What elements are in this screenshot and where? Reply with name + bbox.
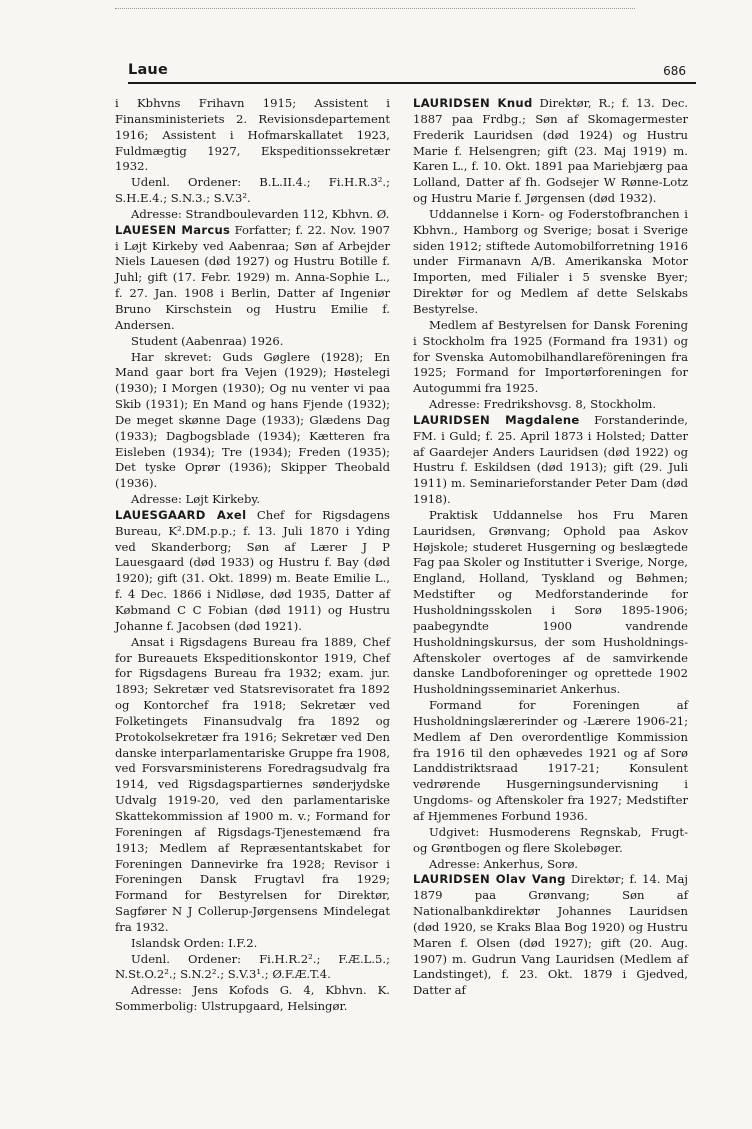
- header-rule: [128, 82, 696, 84]
- top-dotted-rule: [115, 8, 635, 9]
- entry-text: Forfatter; f. 22. Nov. 1907 i Løjt Kirkeby ved Aabenraa; Søn af Arbejder Niels Lauesen (død 1927) og Hustru Botille f. Juhl; gift (17. Febr. 1929) m. Anna-Sophie L., f. 27. Jan. 1908 i Berlin, Datter af Ingeniør Bruno Kirschstein og Hustru Emilie f. Andersen.: [115, 222, 390, 332]
- entry-name: LAURIDSEN Magdalene: [413, 412, 580, 427]
- paragraph: Adresse: Løjt Kirkeby.: [131, 492, 261, 507]
- paragraph: Ansat i Rigsdagens Bureau fra 1889, Chef for Bureauets Ekspeditionskontor 1919, Chef for Rigsdagens Bureau fra 1932; exam. jur. 1893; Sekretær ved Statsrevisoratet fra 1892 og Kontorchef fra 1918; Sekretær ved Folketingets Finansudvalg fra 1892 og Protokolsekretær fra 1916; Sekretær ved Den danske interparlamentariske Gruppe fra 1908, ved Forsvarsministerens Foredragsudvalg fra 1914, ved Rigsdagspartiernes sønderjydske Udvalg 1919-20, ved den parlamentariske Skattekommission af 1900 m. v.; Formand for Foreningen af Rigsdags-Tjenestemænd fra 1913; Medlem af Repræsentantskabet for Foreningen Dannevirke fra 1928; Revisor i Foreningen Dansk Frugtavl fra 1929; Formand for Bestyrelsen for Direktør, Sagfører N J Collerup-Jørgensens Mindelegat fra 1932.: [115, 634, 391, 934]
- paragraph: Adresse: Fredrikshovsg. 8, Stockholm.: [429, 397, 657, 412]
- paragraph: Formand for Foreningen af Husholdningslærerinder og -Lærere 1906-21; Medlem af Den overordentlige Kommission fra 1916 til den ophævedes 1921 og af Sorø Landdistriktsraad 1917-21; Konsulent vedrørende Husgerningsundervisning i Ungdoms- og Aftenskoler fra 1927; Medstifter af Hjemmenes Forbund 1936.: [413, 698, 688, 823]
- paragraph: Student (Aabenraa) 1926.: [131, 333, 284, 348]
- paragraph: Adresse: Strandboulevarden 112, Kbhvn. Ø.: [131, 206, 390, 221]
- paragraph: Islandsk Orden: I.F.2.: [131, 935, 258, 950]
- page-number: 686: [663, 64, 686, 78]
- entry-name: LAURIDSEN Olav Vang: [413, 872, 566, 887]
- entry-text: Chef for Rigsdagens Bureau, K².DM.p.p.; f. 13. Juli 1870 i Yding ved Skanderborg; Søn af Lærer J P Lauesgaard (død 1933) og Hustru f. Bay (død 1920); gift (31. Okt. 1899) m. Beate Emilie L., f. 4 Dec. 1866 i Nidløse, død 1935, Datter af Købmand C C Fobian (død 1911) og Hustru Johanne f. Jacobsen (død 1921).: [115, 507, 391, 633]
- page-header: [128, 58, 696, 84]
- entry-name: LAURIDSEN Knud: [413, 96, 533, 110]
- entry-name: LAUESGAARD Axel: [115, 507, 247, 522]
- biography-entry: [413, 96, 688, 207]
- paragraph: Udenl. Ordener: Fi.H.R.2².; F.Æ.L.5.; N.St.O.2².; S.N.2².; S.V.3¹.; Ø.F.Æ.T.4.: [115, 951, 390, 982]
- paragraph: i Kbhvns Frihavn 1915; Assistent i Finansministeriets 2. Revisionsdepartement 1916; Assistent i Hofmarskallatet 1923, Fuldmægtig 1927, Ekspeditionssekretær 1932.: [115, 96, 390, 174]
- biography-entry: [115, 508, 390, 635]
- paragraph: Adresse: Jens Kofods G. 4, Kbhvn. K. Sommerbolig: Ulstrupgaard, Helsingør.: [115, 983, 390, 1014]
- paragraph: Praktisk Uddannelse hos Fru Maren Lauridsen, Grønvang; Ophold paa Askov Højskole; studeret Husgerning og beslægtede Fag paa Skoler og Institutter i Sverige, Norge, England, Holland, Tyskland og Bøhmen; Medstifter og Medforstanderinde for Husholdningsskolen i Sorø 1895-1906; paabegyndte 1900 vandrende Husholdningskursus, der som Husholdnings-Aftenskoler overtoges af de samvirkende danske Landboforeninger og oprettede 1902 Husholdningsseminariet Ankerhus.: [413, 507, 688, 697]
- entry-name: LAUESEN Marcus: [115, 222, 231, 237]
- biography-entry: [413, 413, 688, 508]
- running-head-word: Laue: [128, 62, 168, 78]
- paragraph: Udenl. Ordener: B.L.II.4.; Fi.H.R.3².; S.H.E.4.; S.N.3.; S.V.3².: [115, 175, 390, 206]
- paragraph: Adresse: Ankerhus, Sorø.: [429, 856, 578, 871]
- paragraph: Medlem af Bestyrelsen for Dansk Forening i Stockholm fra 1925 (Formand fra 1931) og for Svenska Automobilhandlareföreningen fra 1925; Formand for Importørforeningen for Autogummi fra 1925.: [413, 317, 688, 396]
- paragraph: Udgivet: Husmoderens Regnskab, Frugt- og Grøntbogen og flere Skolebøger.: [413, 824, 688, 855]
- entry-text: Direktør, R.; f. 13. Dec. 1887 paa Frdbg.; Søn af Skomagermester Frederik Lauridsen (død 1924) og Hustru Marie f. Helsengren; gift (23. Maj 1919) m. Karen L., f. 10. Okt. 1891 paa Mariebjærg paa Lolland, Datter af fh. Godsejer W Rønne-Lotz og Hustru Marie f. Jørgensen (død 1932).: [413, 96, 688, 206]
- biography-entry: [413, 872, 688, 999]
- paragraph: Uddannelse i Korn- og Foderstofbranchen i Kbhvn., Hamborg og Sverige; bosat i Sverige siden 1912; stiftede Automobilforretning 1916 under Firmanavn A/B. Amerikanska Motor Importen, med Filialer i 5 svenske Byer; Direktør for og Medlem af dette Selskabs Bestyrelse.: [413, 206, 688, 316]
- entry-text: Direktør; f. 14. Maj 1879 paa Grønvang; Søn af Nationalbankdirektør Johannes Lauridsen (død 1920, se Kraks Blaa Bog 1920) og Hustru Maren f. Olsen (død 1927); gift (20. Aug. 1907) m. Gudrun Vang Lauridsen (Medlem af Landstinget), f. 23. Okt. 1879 i Gjedved, Datter af: [413, 872, 688, 998]
- left-column: [115, 96, 390, 1015]
- paragraph: Har skrevet: Guds Gøglere (1928); En Mand gaar bort fra Vejen (1929); Høstelegi (1930); I Morgen (1930); Og nu venter vi paa Skib (1931); En Mand og hans Fjende (1932); De meget skønne Dage (1933); Glædens Dag (1933); Dagbogsblade (1934); Kætteren fra Eisleben (1934); Tre (1934); Freden (1935); Det tyske Oprør (1936); Skipper Theobald (1936).: [115, 349, 390, 491]
- biography-entry: [115, 223, 390, 334]
- right-column: [413, 96, 688, 999]
- entry-text: Forstanderinde, FM. i Guld; f. 25. April 1873 i Holsted; Datter af Gaardejer Anders Lauridsen (død 1922) og Hustru f. Eskildsen (død 1913); gift (29. Juli 1911) m. Seminarieforstander Peter Dam (død 1918).: [413, 412, 688, 507]
